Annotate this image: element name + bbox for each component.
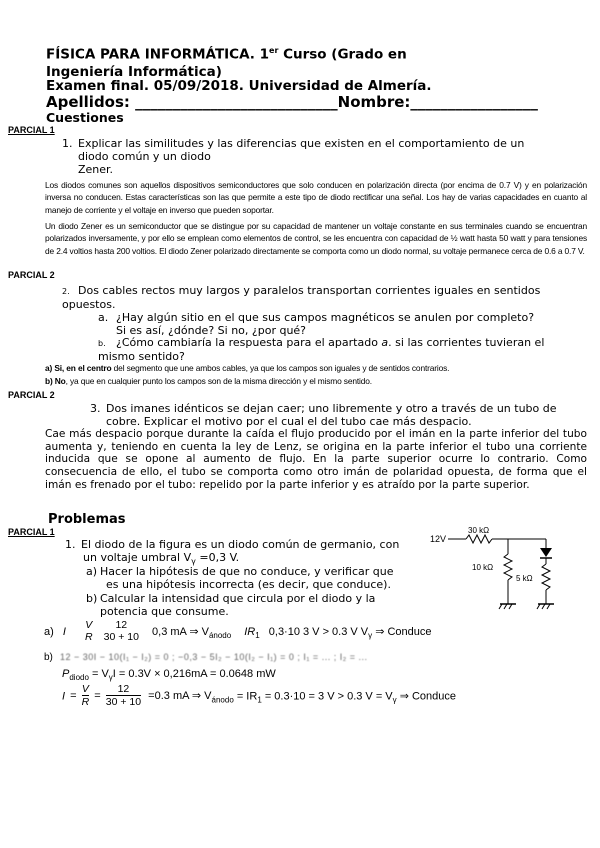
circuit-diagram [428,524,586,616]
problem-1a [86,565,421,591]
eq-p-sub: diodo [69,673,89,683]
answer-2b [45,375,590,387]
question-2a-line2: Si es así, ¿dónde? Si no, ¿por qué? [116,324,307,337]
eq-c-rest: =0.3 mA ⇒ V [148,690,212,703]
r1-label: 30 kΩ [468,526,490,535]
eq-p-P: P [62,668,70,680]
eq-a-num2: 12 [115,619,128,631]
problem-1b-label: b) [86,592,98,605]
eq-c-rest4: ⇒ Conduce [396,690,457,703]
eq-a-sub2: 1 [255,631,260,641]
title-text: FÍSICA PARA INFORMÁTICA. 1 [46,46,270,63]
eq-a-den1: R [84,631,93,643]
answer-2a [45,362,590,374]
answer-2a-bold: a) Si, en el centro [45,363,112,373]
eq-a-rest4: ⇒ Conduce [372,625,432,638]
eq-a-rest3: 0,3·10 3 V > 0.3 V V [268,625,369,638]
question-2b-line1-post: . si las corrientes tuvieran el [388,336,545,349]
eq-c-den2: 30 + 10 [105,696,142,708]
title-line2: Ingeniería Informática) [46,63,222,80]
question-2a-line1: ¿Hay algún sitio en el que sus campos magnéticos se anulen por completo? [116,311,535,324]
eq-c-sub3: γ [392,695,397,705]
question-2b-line2: mismo sentido? [98,350,185,363]
problem-1a-line2: es una hipótesis incorrecta (es decir, que conduce). [106,578,391,591]
equation-a [44,620,432,644]
eq-a-frac2 [104,619,139,643]
eq-a-num1: V [85,619,93,631]
question-1 [62,137,582,176]
question-2b-line1-pre: ¿Cómo cambiaría la respuesta para el apartado [116,336,382,349]
equation-b [44,651,589,663]
problem-1-line2-rest: =0,3 V. [195,551,240,564]
eq-c-I: I [62,690,66,703]
title-text-rest: Curso (Grado en [278,46,407,63]
eq-a-rest2: IR [244,625,256,638]
question-3-line1: Dos imanes idénticos se dejan caer; uno libremente y otro a través de un tubo de [106,402,557,415]
eq-c-num2: 12 [117,683,130,695]
question-3-number: 3. [90,402,101,415]
eq-a-sub1: ánodo [208,631,232,641]
r2-label: 10 kΩ [472,563,494,572]
question-2-number: 2. [62,287,70,296]
eq-c-rest2: = IR [233,690,258,703]
problem-1a-label: a) [86,565,98,578]
eq-a-I: I [62,625,66,638]
exam-title [46,42,407,81]
eq-p-rest2: I = 0.3V × 0,216mA = 0.0648 mW [112,668,276,680]
problem-1-line2-text: un voltaje umbral V [83,551,192,564]
answer-2b-rest: , ya que en cualquier punto los campos son de la misma dirección y el mismo sentido. [65,376,372,386]
eq-c-frac1 [82,683,90,708]
parcial-1-label: PARCIAL 1 [8,125,55,135]
question-2-line2: opuestos. [62,298,116,311]
eq-c-den1: R [81,696,90,708]
diode-symbol [540,548,552,557]
resistor-10k [504,554,512,580]
question-2b [98,336,593,363]
question-1-line2: diodo común y un diodo [78,150,211,163]
title-superscript: er [269,46,279,55]
eq-c-sub2: 1 [257,695,262,705]
question-2-line1: Dos cables rectos muy largos y paralelos transportan corrientes iguales en sentidos [78,284,541,297]
eq-a-rest: 0,3 mA ⇒ V [152,625,209,638]
problem-1 [65,538,420,568]
equation-c: I = $\frac{V}{R}$ = $\frac{12}{30 + 10}$ =0.3 mA ⇒ $V_{ánodo} = IR_1 = 0.3\cdot 10 = 3$ V > 0.3 $V = V_\gamma$ ⇒ Conduce [62,683,457,708]
parcial-2b-label: PARCIAL 2 [8,390,55,400]
eq-c-num1: V [81,683,89,695]
section-cuestiones: Cuestiones [46,110,124,125]
r3-label: 5 kΩ [516,574,533,583]
question-2b-label: b. [98,339,106,348]
eq-c-sub1: ánodo [211,695,234,705]
parcial-2-label: PARCIAL 2 [8,270,55,280]
source-label: 12V [430,534,447,544]
question-2a-label: a. [98,311,109,324]
question-2a [98,311,588,337]
problem-1a-line1: Hacer la hipótesis de que no conduce, y verificar que [100,565,394,578]
eq-b-prefix: b) [44,652,53,663]
eq-c-rest3: = 0.3·10 = 3 V > 0.3 V = V [261,690,393,703]
exam-info: Examen final. 05/09/2018. Universidad de Almería. [46,78,432,94]
answer-2a-rest: del segmento que une ambos cables, ya que los campos son iguales y de sentidos contrarios. [111,363,450,373]
section-problemas: Problemas [48,512,126,527]
equation-power [62,668,276,682]
problem-1b [86,592,421,618]
eq-b-blurry: 12 − 30I − 10(I₁ − I₂) = 0 ; −0,3 − 5I₂ − 10(I₂ − I₁) = 0 ; I₁ = ... ; I₂ = ... [59,652,368,662]
eq-a-prefix: a) [44,625,54,638]
problem-1b-line1: Calcular la intensidad que circula por el diodo y la [100,592,376,605]
question-1-line1: Explicar las similitudes y las diferencias que existen en el comportamiento de un [78,137,525,150]
resistor-30k [466,535,492,543]
answer-1-paragraph-1: Los diodos comunes son aquellos dispositivos semiconductores que solo conducen en polarización directa (por encima de 0.7 V) y en polarización inversa no conducen. Estas características son las que permite a este tipo de diodo rectificar una señal. Los hay de varias capacidades en cuanto al manejo de corriente y el voltaje en inverso que pueden soportar. [45,180,587,215]
eq-c-frac2 [106,683,141,708]
problem-1b-line2: potencia que consume. [100,605,229,618]
question-3-line2: cobre. Explicar el motivo por el cual el del tubo cae más despacio. [106,415,472,428]
answer-3: Cae más despacio porque durante la caída el flujo producido por el imán en la parte inferior del tubo aumenta y, teniendo en cuenta la ley de Lenz, se origina en la parte inferior el tubo una corriente inducida que se opone al aumento de flujo. En la parte superior ocurre lo contrario. Como consecuencia de ello, el tubo se comporta como otro imán de polaridad opuesta, de forma que el imán es frenado por el tubo: repelido por la parte inferior y es atraído por la parte superior. [45,428,587,491]
answer-1-paragraph-2: Un diodo Zener es un semiconductor que se distingue por su capacidad de mantener un voltaje constante en sus terminales cuando se encuentran polarizados inversamente, y por ello se emplean como elementos de control, se les encuentra con capacidad de ½ watt hasta 50 watt y para tensiones de 2.4 voltios hasta 200 voltios. El diodo Zener polarizado directamente se comporta como un diodo normal, su voltaje permanece cerca de 0.6 a 0.7 V. [45,221,587,256]
problem-1-number: 1. [65,538,76,551]
name-fields[interactable]: Apellidos: ___________________________Nombre:_________________ [46,93,538,111]
resistor-5k [542,564,550,590]
question-1-line3: Zener. [78,163,114,176]
question-2 [62,284,592,311]
eq-a-sub3: γ [368,631,373,641]
eq-a-den2: 30 + 10 [103,631,139,643]
answer-2b-bold: b) No [45,376,66,386]
problem-1-line1: El diodo de la figura es un diodo común de germanio, con [81,538,400,551]
question-3 [90,402,590,428]
eq-p-rest: = V [88,668,109,680]
eq-a-frac1 [85,619,93,643]
eq-p-sub2: γ [108,673,113,683]
question-1-number: 1. [62,137,73,150]
question-2b-italic: a [381,336,389,349]
problem-1-line2-sub: γ [191,557,196,567]
problemas-parcial-1-label: PARCIAL 1 [8,527,55,537]
problem-1-line2 [65,551,240,567]
